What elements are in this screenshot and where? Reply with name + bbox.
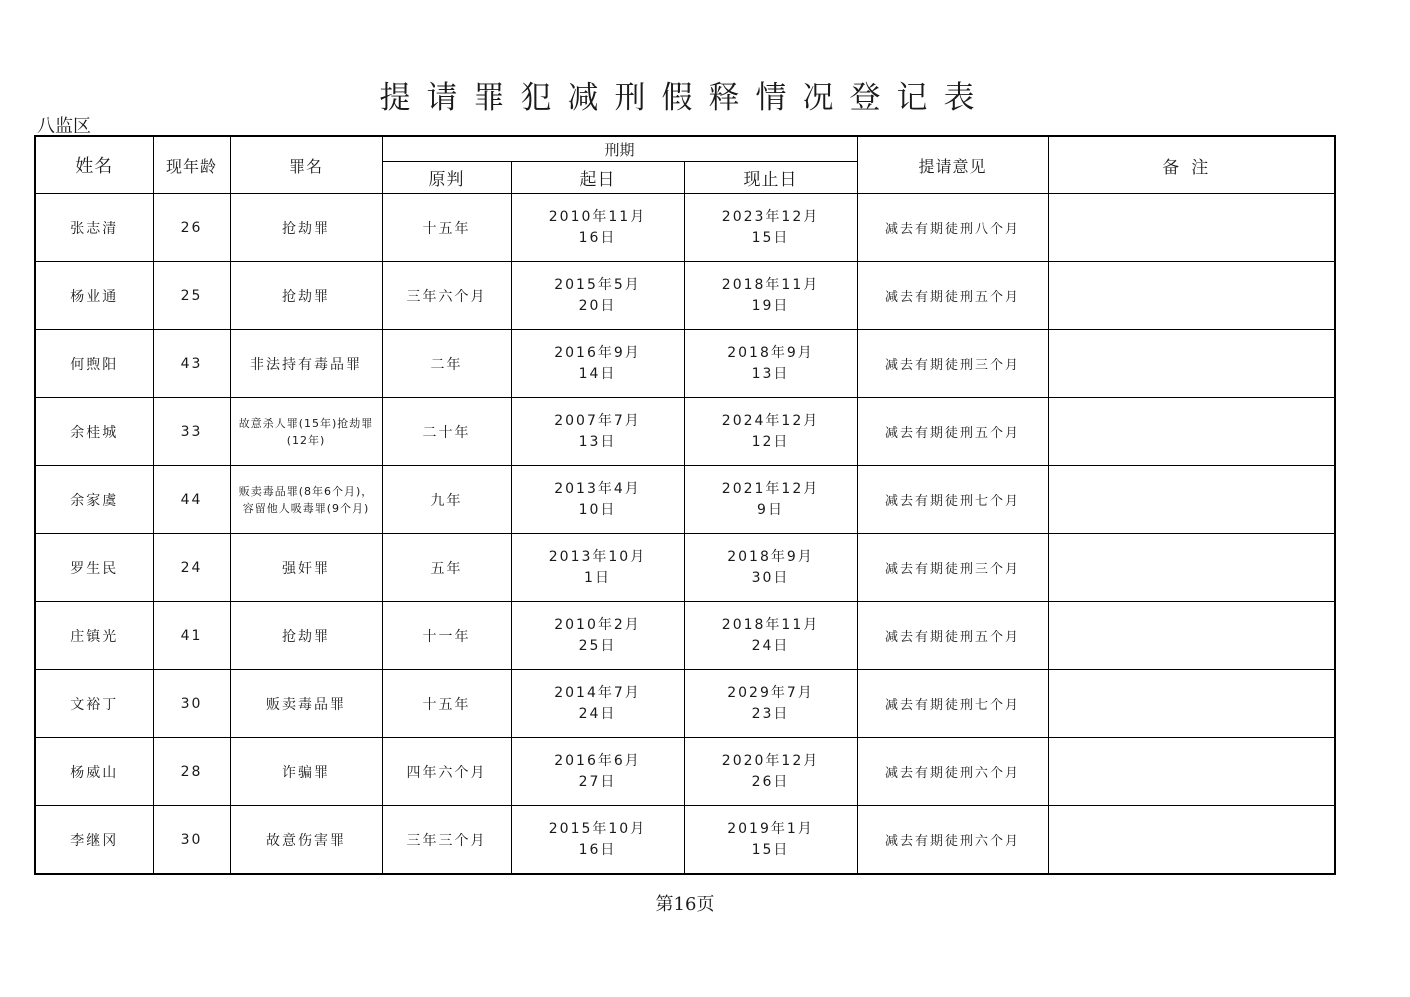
cell-start-date (511, 330, 684, 398)
cell-age: 24 (153, 534, 230, 602)
cell-end-date (684, 534, 857, 602)
cell-name: 何煦阳 (35, 330, 153, 398)
cell-age: 26 (153, 194, 230, 262)
table-row (35, 398, 1335, 466)
cell-remarks (1048, 534, 1335, 602)
cell-start-date (511, 466, 684, 534)
start-year-month: 2015年10月 (548, 820, 647, 837)
cell-original: 十五年 (382, 194, 511, 262)
start-day: 27日 (578, 773, 617, 790)
table-row (35, 602, 1335, 670)
cell-start-date (511, 806, 684, 875)
end-year-month: 2018年9月 (727, 344, 814, 361)
cell-opinion: 减去有期徒刑五个月 (857, 602, 1048, 670)
cell-end-date (684, 806, 857, 875)
table-header (35, 136, 1335, 194)
cell-name: 杨威山 (35, 738, 153, 806)
start-year-month: 2007年7月 (554, 412, 641, 429)
cell-opinion: 减去有期徒刑三个月 (857, 330, 1048, 398)
register-table (34, 135, 1336, 875)
cell-age: 41 (153, 602, 230, 670)
cell-opinion: 减去有期徒刑八个月 (857, 194, 1048, 262)
cell-crime: 贩卖毒品罪(8年6个月)，容留他人吸毒罪(9个月) (230, 466, 382, 534)
cell-original: 五年 (382, 534, 511, 602)
cell-age: 28 (153, 738, 230, 806)
start-day: 13日 (578, 433, 617, 450)
table-row (35, 534, 1335, 602)
cell-crime: 故意杀人罪(15年)抢劫罪(12年) (230, 398, 382, 466)
end-year-month: 2018年11月 (721, 276, 820, 293)
start-day: 14日 (578, 365, 617, 382)
cell-age: 33 (153, 398, 230, 466)
start-year-month: 2010年2月 (554, 616, 641, 633)
header-start: 起日 (511, 162, 684, 194)
cell-crime: 非法持有毒品罪 (230, 330, 382, 398)
cell-name: 张志清 (35, 194, 153, 262)
cell-end-date (684, 330, 857, 398)
cell-original: 十五年 (382, 670, 511, 738)
end-day: 13日 (751, 365, 790, 382)
end-day: 15日 (751, 841, 790, 858)
table-row (35, 806, 1335, 875)
cell-start-date (511, 194, 684, 262)
cell-name: 李继冈 (35, 806, 153, 875)
cell-original: 四年六个月 (382, 738, 511, 806)
cell-crime: 诈骗罪 (230, 738, 382, 806)
cell-age: 30 (153, 670, 230, 738)
header-age: 现年龄 (153, 136, 230, 194)
cell-opinion: 减去有期徒刑六个月 (857, 738, 1048, 806)
table-row (35, 194, 1335, 262)
cell-crime: 抢劫罪 (230, 262, 382, 330)
cell-remarks (1048, 602, 1335, 670)
start-year-month: 2013年4月 (554, 480, 641, 497)
end-day: 15日 (751, 229, 790, 246)
start-year-month: 2016年6月 (554, 752, 641, 769)
start-year-month: 2013年10月 (548, 548, 647, 565)
end-year-month: 2020年12月 (721, 752, 820, 769)
header-crime: 罪名 (230, 136, 382, 194)
cell-original: 十一年 (382, 602, 511, 670)
table-row (35, 466, 1335, 534)
cell-opinion: 减去有期徒刑七个月 (857, 670, 1048, 738)
header-opinion: 提请意见 (857, 136, 1048, 194)
cell-remarks (1048, 670, 1335, 738)
end-day: 30日 (751, 569, 790, 586)
table-row (35, 670, 1335, 738)
cell-original: 九年 (382, 466, 511, 534)
end-day: 9日 (757, 501, 784, 518)
cell-crime: 贩卖毒品罪 (230, 670, 382, 738)
end-year-month: 2021年12月 (721, 480, 820, 497)
end-year-month: 2018年9月 (727, 548, 814, 565)
cell-name: 杨业通 (35, 262, 153, 330)
start-day: 10日 (578, 501, 617, 518)
table-body (35, 194, 1335, 875)
cell-remarks (1048, 398, 1335, 466)
end-day: 24日 (751, 637, 790, 654)
cell-name: 罗生民 (35, 534, 153, 602)
header-end: 现止日 (684, 162, 857, 194)
cell-remarks (1048, 806, 1335, 875)
table-row (35, 262, 1335, 330)
start-year-month: 2016年9月 (554, 344, 641, 361)
cell-name: 文裕丁 (35, 670, 153, 738)
cell-opinion: 减去有期徒刑三个月 (857, 534, 1048, 602)
end-year-month: 2024年12月 (721, 412, 820, 429)
cell-end-date (684, 738, 857, 806)
cell-original: 三年六个月 (382, 262, 511, 330)
cell-age: 25 (153, 262, 230, 330)
end-year-month: 2018年11月 (721, 616, 820, 633)
cell-start-date (511, 262, 684, 330)
cell-start-date (511, 534, 684, 602)
end-day: 26日 (751, 773, 790, 790)
cell-original: 二年 (382, 330, 511, 398)
cell-opinion: 减去有期徒刑七个月 (857, 466, 1048, 534)
end-day: 12日 (751, 433, 790, 450)
cell-start-date (511, 670, 684, 738)
page-number: 第16页 (655, 894, 715, 915)
cell-crime: 强奸罪 (230, 534, 382, 602)
end-day: 23日 (751, 705, 790, 722)
cell-name: 余桂城 (35, 398, 153, 466)
cell-end-date (684, 670, 857, 738)
end-day: 19日 (751, 297, 790, 314)
document-title: 提请罪犯减刑假释情况登记表 (379, 80, 991, 116)
start-day: 24日 (578, 705, 617, 722)
start-day: 16日 (578, 229, 617, 246)
cell-opinion: 减去有期徒刑六个月 (857, 806, 1048, 875)
cell-end-date (684, 398, 857, 466)
start-year-month: 2014年7月 (554, 684, 641, 701)
cell-remarks (1048, 262, 1335, 330)
end-year-month: 2019年1月 (727, 820, 814, 837)
cell-remarks (1048, 194, 1335, 262)
end-year-month: 2023年12月 (721, 208, 820, 225)
start-day: 16日 (578, 841, 617, 858)
cell-age: 30 (153, 806, 230, 875)
header-name: 姓名 (35, 136, 153, 194)
cell-start-date (511, 738, 684, 806)
cell-age: 43 (153, 330, 230, 398)
cell-crime: 抢劫罪 (230, 602, 382, 670)
header-sentence-group: 刑期 (382, 136, 857, 162)
header-original: 原判 (382, 162, 511, 194)
cell-name: 庄镇光 (35, 602, 153, 670)
cell-original: 二十年 (382, 398, 511, 466)
cell-start-date (511, 602, 684, 670)
start-day: 25日 (578, 637, 617, 654)
cell-end-date (684, 262, 857, 330)
cell-end-date (684, 466, 857, 534)
cell-end-date (684, 194, 857, 262)
header-remarks: 备注 (1048, 136, 1335, 194)
cell-opinion: 减去有期徒刑五个月 (857, 262, 1048, 330)
start-year-month: 2010年11月 (548, 208, 647, 225)
cell-start-date (511, 398, 684, 466)
table-row (35, 330, 1335, 398)
cell-opinion: 减去有期徒刑五个月 (857, 398, 1048, 466)
start-year-month: 2015年5月 (554, 276, 641, 293)
start-day: 20日 (578, 297, 617, 314)
cell-end-date (684, 602, 857, 670)
table-row (35, 738, 1335, 806)
cell-remarks (1048, 466, 1335, 534)
cell-crime: 抢劫罪 (230, 194, 382, 262)
cell-name: 余家虞 (35, 466, 153, 534)
cell-age: 44 (153, 466, 230, 534)
cell-crime: 故意伤害罪 (230, 806, 382, 875)
unit-label: 八监区 (37, 116, 91, 137)
start-day: 1日 (584, 569, 611, 586)
cell-remarks (1048, 738, 1335, 806)
cell-original: 三年三个月 (382, 806, 511, 875)
cell-remarks (1048, 330, 1335, 398)
end-year-month: 2029年7月 (727, 684, 814, 701)
